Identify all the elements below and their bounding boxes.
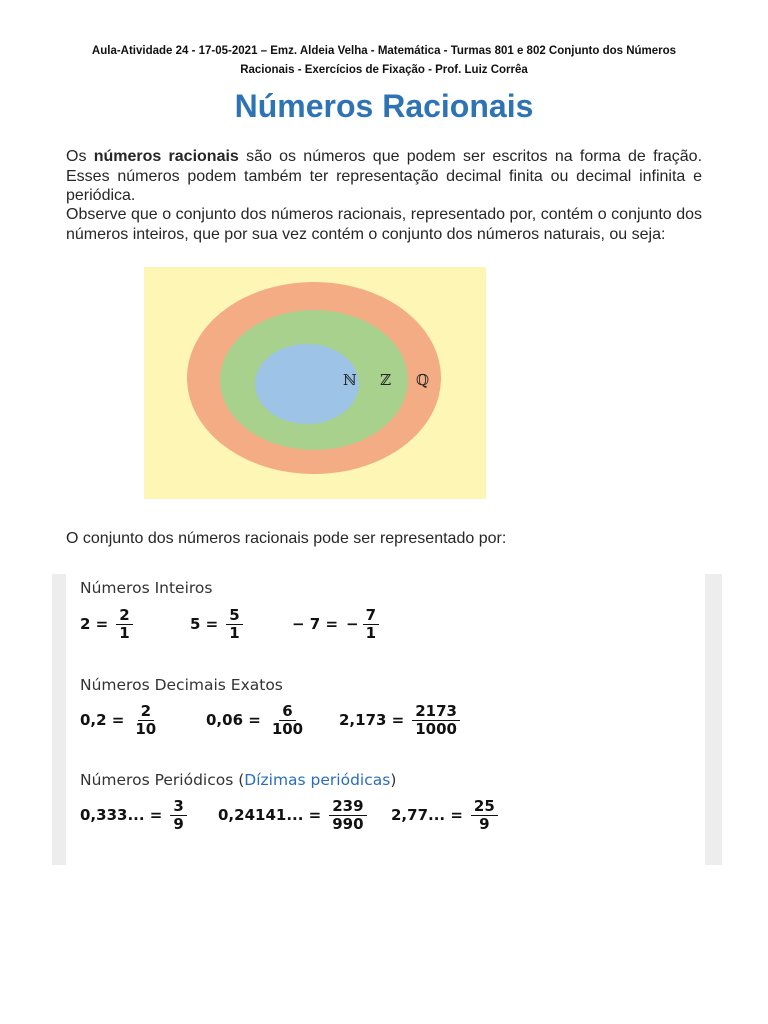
equation-lhs: 0,24141... = <box>218 806 322 824</box>
numerator: 25 <box>471 798 498 816</box>
equation-lhs: 2,77... = <box>391 806 463 824</box>
fraction <box>226 607 242 642</box>
denominator: 1 <box>229 623 240 642</box>
fraction <box>132 703 159 738</box>
equation-lhs: 0,2 = <box>80 711 125 729</box>
fraction <box>269 703 306 738</box>
intro-bold-term: números racionais <box>93 148 239 165</box>
fraction <box>329 798 366 833</box>
section-title-exact-decimals: Números Decimais Exatos <box>80 676 283 694</box>
document-header <box>40 42 728 80</box>
fraction <box>170 798 186 833</box>
fraction <box>471 798 498 833</box>
intro-paragraph <box>66 147 702 206</box>
sets-paragraph: Observe que o conjunto dos números racionais, representado por, contém o conjunto dos números inteiros, que por sua vez contém o conjunto dos números naturais, ou seja: <box>66 206 702 243</box>
equation <box>206 698 306 742</box>
equation <box>190 602 243 646</box>
examples-panel <box>52 574 722 865</box>
denominator: 1000 <box>415 719 457 738</box>
equation-lhs: 5 = <box>190 615 219 633</box>
equation-lhs: 0,06 = <box>206 711 261 729</box>
equation <box>80 698 159 742</box>
fraction <box>116 607 132 642</box>
equation <box>80 602 133 646</box>
equation-lhs: − 7 = <box>292 615 339 633</box>
equation <box>391 793 498 837</box>
equation-lhs: 2 = <box>80 615 109 633</box>
denominator: 1 <box>119 623 130 642</box>
sets-venn-diagram <box>144 267 486 499</box>
numerator: 239 <box>329 798 366 816</box>
denominator: 10 <box>135 719 157 738</box>
periodic-title-text: Números Periódicos ( <box>80 771 245 789</box>
naturals-symbol: ℕ <box>343 371 357 389</box>
header-line-2: Racionais - Exercícios de Fixação - Prof. Luiz Corrêa <box>240 64 528 76</box>
page-title: Números Racionais <box>234 88 534 124</box>
fraction <box>412 703 460 738</box>
equation <box>218 793 367 837</box>
denominator: 1 <box>365 623 377 642</box>
representation-paragraph: O conjunto dos números racionais pode ser representado por: <box>66 530 507 547</box>
equation-lhs: 2,173 = <box>339 711 405 729</box>
denominator: 990 <box>332 814 364 833</box>
numerator: 6 <box>279 703 295 721</box>
equation <box>80 793 187 837</box>
intro-prefix: Os <box>66 148 94 165</box>
examples-content <box>66 574 705 865</box>
numerator: 3 <box>170 798 186 816</box>
periodic-decimals-link[interactable]: Dízimas periódicas <box>244 771 391 789</box>
header-line-1: Aula-Atividade 24 - 17-05-2021 – Emz. Aldeia Velha - Matemática - Turmas 801 e 802 Conjunto dos Números <box>91 45 677 57</box>
numerator: 2173 <box>412 703 460 721</box>
numerator: 5 <box>226 607 242 625</box>
equation <box>339 698 460 742</box>
numerator: 2 <box>138 703 154 721</box>
equation <box>292 602 379 646</box>
denominator: 9 <box>479 814 490 833</box>
integers-symbol: ℤ <box>380 371 391 389</box>
equation-lhs: 0,333... = <box>80 806 163 824</box>
periodic-title-end: ) <box>390 771 397 789</box>
fraction <box>363 607 379 642</box>
section-title-integers: Números Inteiros <box>80 579 213 597</box>
numerator: 2 <box>116 607 132 625</box>
denominator: 9 <box>173 814 184 833</box>
numerator: 7 <box>363 607 379 625</box>
section-title-periodic <box>80 771 396 789</box>
minus-sign: − <box>346 615 359 633</box>
denominator: 100 <box>271 719 304 738</box>
intro-rest: são os números que podem ser escritos na forma de fração. Esses números podem também ter representação decimal finita ou decimal infinita e periódica. <box>66 148 703 204</box>
rationals-symbol: ℚ <box>416 371 430 389</box>
